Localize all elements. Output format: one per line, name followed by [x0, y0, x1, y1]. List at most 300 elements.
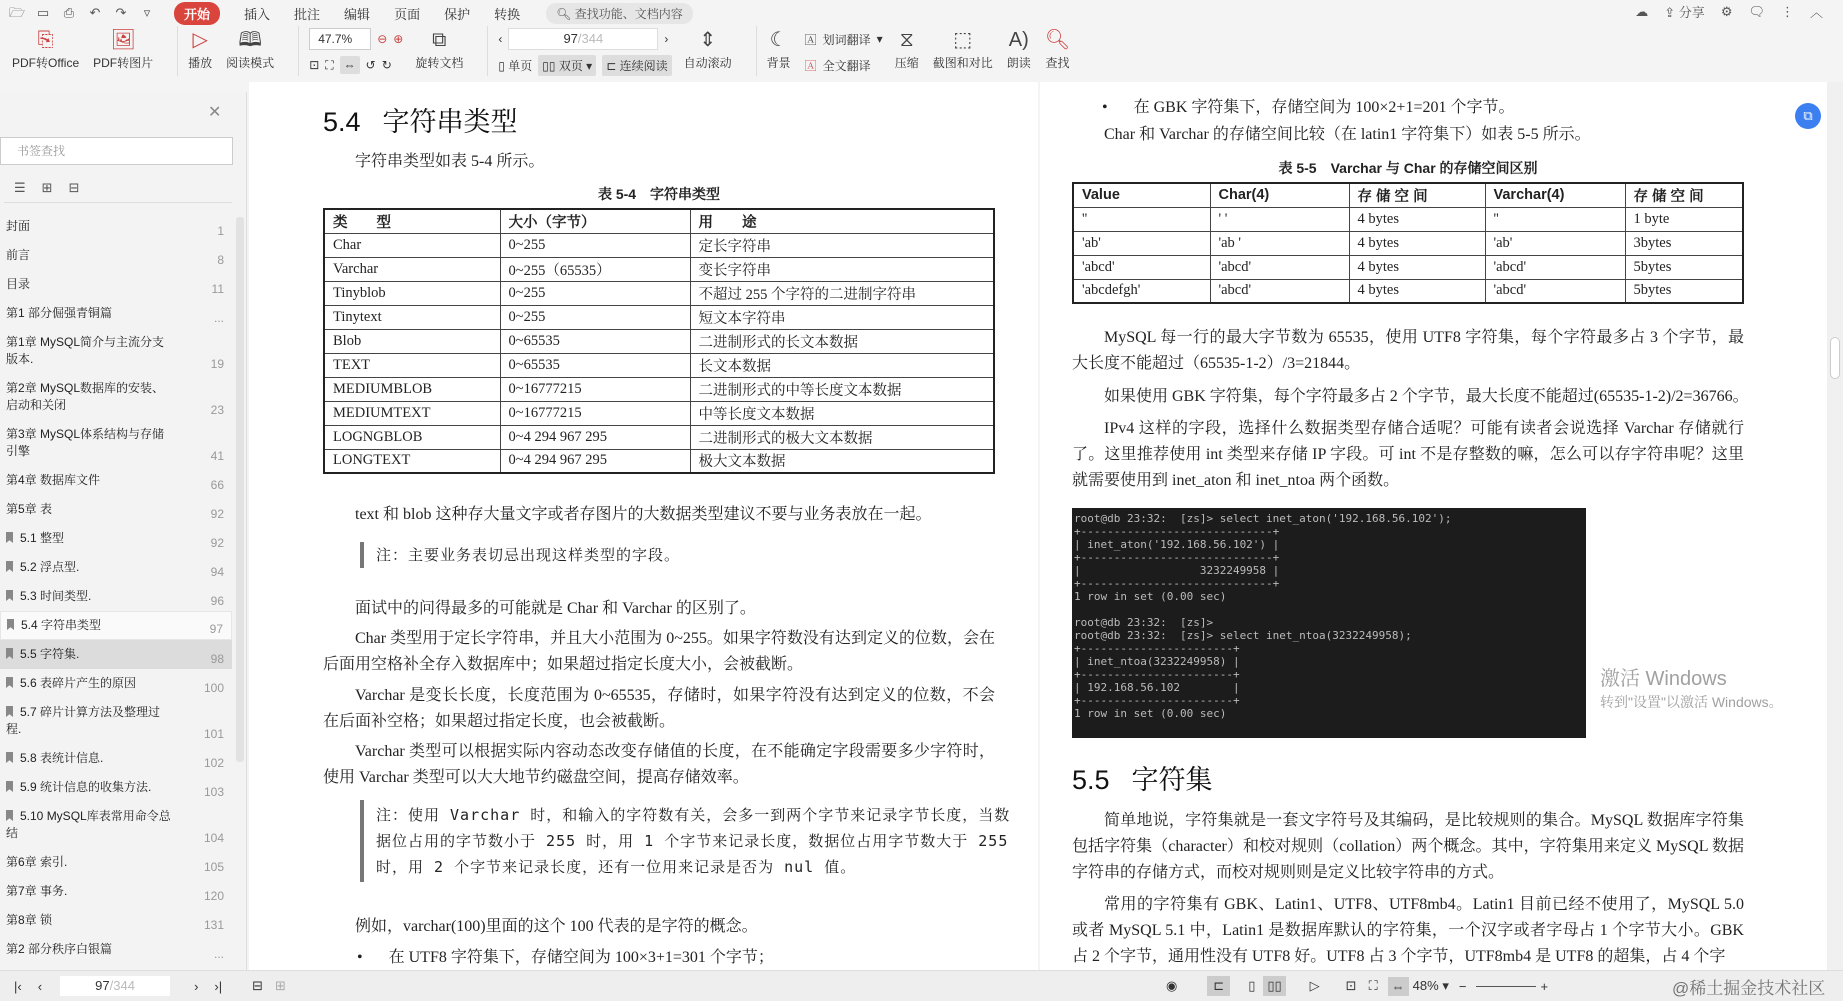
bookmark-label: 5.9 统计信息的收集方法.	[6, 779, 171, 796]
divider	[756, 26, 757, 76]
share-button[interactable]: ⇪ 分享	[1664, 5, 1705, 20]
zoom-group	[309, 26, 403, 78]
tab-page[interactable]: 页面	[394, 6, 421, 22]
bookmark-item[interactable]	[0, 744, 232, 773]
bookmark-page: 100	[203, 681, 224, 695]
table-cell: 'abcdefgh'	[1073, 279, 1210, 303]
bookmark-item[interactable]	[0, 582, 232, 611]
export-icon[interactable]: ⊞	[275, 978, 286, 993]
string-types-table	[323, 208, 995, 474]
bookmark-item[interactable]	[0, 270, 232, 299]
bookmark-item[interactable]	[0, 374, 232, 420]
bookmark-page: 23	[210, 403, 224, 417]
tab-protect[interactable]: 保护	[444, 6, 471, 22]
read-aloud-button[interactable]	[1007, 26, 1031, 71]
table-cell: 中等长度文本数据	[690, 401, 994, 425]
customize-dropdown-icon[interactable]: ▿	[143, 5, 151, 20]
moon-icon: ☾	[769, 29, 788, 51]
status-page-current: 97	[95, 978, 110, 993]
rotate-right-icon[interactable]: ↻	[381, 58, 392, 72]
bookmark-label: 第2 部分秩序白银篇	[6, 942, 113, 956]
table-row	[324, 281, 994, 305]
print-icon[interactable]: ⎙	[63, 5, 75, 20]
read-mode-button[interactable]	[226, 26, 274, 71]
paragraph: 如果使用 GBK 字符集，每个字符最多占 2 个字节，最大长度不能超过(65535-1-2)/2=36766。	[1104, 388, 1749, 405]
comment-icon[interactable]: 🗨︎	[1748, 3, 1765, 19]
cloud-sync-icon[interactable]: ☁	[1635, 3, 1649, 19]
bookmark-page: 92	[210, 536, 224, 550]
screenshot-icon: ⬚	[953, 29, 973, 51]
ribbon-toolbar	[0, 26, 1843, 82]
zoom-out-icon[interactable]: ⊖	[377, 32, 388, 46]
pdf-page-left	[249, 82, 1038, 970]
table-row	[324, 425, 994, 449]
background-label: 背景	[766, 56, 791, 70]
bookmark-page: 131	[203, 918, 224, 932]
table-cell: 'ab'	[1485, 231, 1625, 255]
tab-annotate[interactable]: 批注	[294, 6, 321, 22]
pdf-to-image-icon: 🖼︎	[110, 29, 136, 51]
bookmark-label: 5.2 浮点型.	[6, 559, 171, 576]
bookmark-item[interactable]	[0, 553, 232, 582]
table-header-cell: Value	[1073, 183, 1210, 207]
table-row	[324, 329, 994, 353]
divider	[177, 26, 178, 76]
table-cell: 3bytes	[1625, 231, 1743, 255]
paragraph: 字符串类型如表 5-4 所示。	[355, 153, 545, 170]
paragraph: text 和 blob 这种存大量文字或者存图片的大数据类型建议不要与业务表放在一起。	[355, 506, 932, 523]
bookmark-page: 92	[210, 507, 224, 521]
status-page-input[interactable]	[60, 976, 170, 996]
double-page-button[interactable]: ▯▯ 双页 ▾	[538, 55, 596, 76]
single-page-button[interactable]: ▯ 单页	[498, 58, 533, 73]
table-row	[1073, 231, 1743, 255]
zoom-select[interactable]: 47.7%	[309, 28, 371, 50]
page-current: 97	[563, 31, 578, 46]
bookmark-label: 5.1 整型	[6, 530, 171, 547]
bookmark-tools	[14, 180, 79, 196]
fit-page-icon[interactable]: ⛶	[325, 57, 334, 72]
bookmark-item[interactable]	[0, 698, 232, 744]
table-row	[1073, 255, 1743, 279]
background-button[interactable]	[767, 26, 791, 71]
bookmark-page: 120	[203, 889, 224, 903]
compress-icon: ⧖	[899, 29, 914, 51]
table-row	[324, 377, 994, 401]
single-view-icon[interactable]: ▯	[1248, 978, 1256, 993]
divider	[298, 26, 299, 76]
table-cell: 4 bytes	[1349, 255, 1485, 279]
pdf-to-office-button[interactable]	[12, 26, 79, 71]
table-cell: 'ab '	[1210, 231, 1349, 255]
table-cell: 0~65535	[500, 329, 690, 353]
bookmark-item[interactable]	[0, 328, 232, 374]
bookmark-label: 封面	[6, 219, 31, 233]
bookmark-label: 第5章 表	[6, 502, 53, 516]
table-row	[324, 233, 994, 257]
activate-windows-watermark: 激活 Windows	[1600, 668, 1727, 690]
bookmark-item[interactable]	[0, 611, 232, 640]
paragraph: Varchar 是变长长度，长度范围为 0~65535，存储时，如果字符没有达到定义的位数，不会在后面补空格；如果超过指定长度，也会被截断。	[323, 687, 995, 730]
read-mode-label: 阅读模式	[226, 56, 275, 70]
table-header-row	[1073, 183, 1743, 207]
table-cell: 二进制形式的中等长度文本数据	[690, 377, 994, 401]
bullet-item: • 在 UTF8 字符集下，存储空间为 100×3+1=301 个字节；	[357, 944, 774, 967]
full-translate-button[interactable]	[805, 52, 883, 78]
table-cell: 不超过 255 个字符的二进制字符串	[690, 281, 994, 305]
last-page-icon[interactable]: ›|	[214, 978, 223, 994]
translate-icon: 🄰	[804, 32, 817, 47]
table-cell: TEXT	[324, 353, 500, 377]
magnifier-icon: 🔍︎	[1044, 29, 1071, 51]
table-header-cell: 存 储 空 间	[1625, 183, 1743, 207]
table-cell: Char	[324, 233, 500, 257]
fit-page-icon[interactable]: ⛶	[1368, 978, 1378, 993]
table-cell: ''	[1485, 207, 1625, 231]
table-row	[324, 305, 994, 329]
search-placeholder: 查找功能、文档内容	[574, 6, 683, 21]
table-row	[324, 353, 994, 377]
sidebar-scrollbar[interactable]	[236, 217, 244, 762]
bookmark-item[interactable]	[0, 420, 232, 466]
pdf-to-image-label: PDF转图片	[93, 56, 154, 70]
bookmark-item[interactable]	[0, 773, 232, 802]
bookmark-label: 目录	[6, 277, 31, 291]
zoom-select[interactable]: 48% ▾	[1412, 978, 1449, 993]
rotate-document-button[interactable]	[415, 26, 463, 71]
actual-size-icon[interactable]: ⊡	[1345, 978, 1357, 993]
paragraph: Varchar 类型可以根据实际内容动态改变存储值的长度，在不能确定字段需要多少字符时，使用 Varchar 类型可以大大地节约磁盘空间，提高存储效率。	[323, 743, 995, 786]
first-page-icon[interactable]: |‹	[14, 978, 22, 994]
table-cell: Varchar	[324, 257, 500, 281]
undo-icon[interactable]: ↶	[89, 5, 101, 20]
bookmark-label: 第1 部分倔强青铜篇	[6, 306, 113, 320]
table-cell: 'abcd'	[1485, 255, 1625, 279]
table-cell: 'ab'	[1073, 231, 1210, 255]
bookmark-icon[interactable]: ⊟	[68, 180, 80, 195]
fit-width-icon[interactable]: ⇔	[1388, 977, 1409, 996]
translate-group	[805, 26, 883, 78]
top-right-actions	[1635, 2, 1823, 21]
divider	[487, 26, 488, 76]
bullet-item: • 在 GBK 字符集下，存储空间为 100×2+1=201 个字节。	[1102, 94, 1514, 117]
paragraph: 例如，varchar(100)里面的这个 100 代表的是字符的概念。	[355, 918, 758, 935]
table-cell: 1 byte	[1625, 207, 1743, 231]
compress-label: 压缩	[894, 56, 919, 70]
table-row	[324, 449, 994, 473]
table-cell: 'abcd'	[1210, 255, 1349, 279]
table-cell: 变长字符串	[690, 257, 994, 281]
table-cell: 0~4 294 967 295	[500, 425, 690, 449]
table-cell: ''	[1073, 207, 1210, 231]
table-cell: 'abcd'	[1210, 279, 1349, 303]
pdf-page-right	[1040, 82, 1827, 970]
table-cell: 二进制形式的极大文本数据	[690, 425, 994, 449]
table-cell: 4 bytes	[1349, 279, 1485, 303]
bookmark-label: 5.3 时间类型.	[6, 588, 171, 605]
table-header-cell: Varchar(4)	[1485, 183, 1625, 207]
rotate-document-label: 旋转文档	[415, 56, 464, 70]
bookmark-label: 5.6 表碎片产生的原因	[6, 675, 171, 692]
zoom-in-icon[interactable]: ⊕	[393, 32, 404, 46]
bookmark-search-placeholder: 书签查找	[17, 144, 66, 158]
site-watermark: @稀土掘金技术社区	[1672, 979, 1826, 998]
table-cell: 0~255（65535）	[500, 257, 690, 281]
bookmark-search-input[interactable]	[0, 137, 233, 165]
table-cell: MEDIUMBLOB	[324, 377, 500, 401]
single-page-label: 单页	[508, 58, 533, 73]
close-sidebar-icon[interactable]: ✕	[208, 104, 222, 121]
table-cell: 4 bytes	[1349, 231, 1485, 255]
full-translate-icon: 🄰	[804, 58, 817, 73]
prev-page-icon[interactable]: ‹	[37, 978, 43, 994]
settings-icon[interactable]: ⚙	[1720, 3, 1733, 19]
scrollbar-thumb[interactable]	[1830, 337, 1840, 379]
redo-icon[interactable]: ↷	[115, 5, 127, 20]
bookmark-label: 5.8 表统计信息.	[6, 750, 171, 767]
bookmark-label: 第4章 数据库文件	[6, 473, 101, 487]
bookmark-item[interactable]	[0, 466, 232, 495]
screenshot-compare-button[interactable]	[933, 26, 993, 71]
paragraph: 常用的字符集有 GBK、Latin1、UTF8、UTF8mb4。Latin1 目前已经不使用了，MySQL 5.0 或者 MySQL 5.1 中，Latin1 是数据库默认的字符集，一个汉字或者字母占 1 个字节大小。GBK 占 2 个字节，通用性没有 UTF8 好。UTF8 占 3 个字节，UTF8mb4 是 UTF8 的超集，占 4 个字	[1072, 896, 1744, 965]
table-header-cell: 用 途	[690, 209, 994, 233]
table-cell: ' '	[1210, 207, 1349, 231]
table-row	[1073, 279, 1743, 303]
bookmark-label: 5.5 字符集.	[6, 646, 171, 663]
bookmark-item[interactable]	[0, 495, 232, 524]
expand-all-icon[interactable]: ☰	[14, 180, 26, 195]
compress-button[interactable]	[895, 26, 919, 71]
word-translate-label: 划词翻译	[822, 32, 871, 47]
table-row	[1073, 207, 1743, 231]
table-cell: Blob	[324, 329, 500, 353]
table-row	[324, 257, 994, 281]
section-heading: 5.4 字符串类型	[323, 107, 518, 137]
table-caption: 表 5-5 Varchar 与 Char 的存储空间区别	[1278, 160, 1538, 176]
screenshot-compare-label: 截图和对比	[932, 56, 993, 70]
share-label: 分享	[1678, 5, 1705, 20]
fit-width-icon[interactable]: ⇔	[340, 56, 360, 74]
bookmark-page: 96	[210, 594, 224, 608]
bookmark-label: 第8章 锁	[6, 913, 53, 927]
paragraph: MySQL 每一行的最大字节数为 65535，使用 UTF8 字符集，每个字符最多占 3 个字节，最大长度不能超过（65535-1-2）/3=21844。	[1072, 329, 1744, 372]
divider	[4, 202, 232, 203]
bookmark-label: 第1章 MySQL简介与主流分支版本.	[6, 335, 165, 366]
bookmark-page: 94	[210, 565, 224, 579]
bookmark-item[interactable]	[0, 669, 232, 698]
table-header-row	[324, 209, 994, 233]
bookmark-page: 97	[209, 622, 223, 636]
bookmark-label: 第2章 MySQL数据库的安装、启动和关闭	[6, 381, 165, 412]
paragraph: 面试中的问得最多的可能就是 Char 和 Varchar 的区别了。	[355, 600, 756, 617]
table-cell: LOGNGBLOB	[324, 425, 500, 449]
bookmark-page: 101	[203, 727, 224, 741]
table-cell: 'abcd'	[1073, 255, 1210, 279]
pdf-to-office-icon: ⎘	[37, 29, 54, 51]
find-button[interactable]	[1045, 26, 1070, 71]
page-number-input[interactable]	[508, 28, 658, 50]
bookmark-item[interactable]	[0, 241, 232, 270]
table-cell: 长文本数据	[690, 353, 994, 377]
tab-insert[interactable]: 插入	[244, 6, 271, 22]
table-cell: 0~255	[500, 305, 690, 329]
table-cell: MEDIUMTEXT	[324, 401, 500, 425]
bookmark-label: 5.7 碎片计算方法及整理过程.	[6, 704, 171, 738]
play-icon: ▷	[192, 29, 208, 51]
table-cell: LONGTEXT	[324, 449, 500, 473]
bookmark-sidebar	[0, 92, 247, 970]
paragraph: Char 类型用于定长字符串，并且大小范围为 0~255。如果字符数没有达到定义的位数，会在后面用空格补全存入数据库中；如果超过指定长度大小，会被截断。	[323, 630, 995, 673]
bookmark-page: 102	[203, 756, 224, 770]
table-header-cell: Char(4)	[1210, 183, 1349, 207]
table-cell: 5bytes	[1625, 279, 1743, 303]
table-cell: Tinyblob	[324, 281, 500, 305]
double-page-label: 双页	[558, 58, 583, 73]
full-translate-label: 全文翻译	[822, 58, 871, 73]
bookmark-label: 前言	[6, 248, 31, 262]
menu-bar	[0, 0, 1843, 26]
zoom-out-button[interactable]: −	[1458, 978, 1467, 994]
auto-scroll-button[interactable]	[684, 26, 732, 71]
bookmark-page: 105	[203, 860, 224, 874]
tab-start[interactable]: 开始	[174, 2, 220, 25]
bookmark-page: 103	[203, 785, 224, 799]
table-cell: 定长字符串	[690, 233, 994, 257]
double-view-icon[interactable]: ▯▯	[1263, 976, 1285, 996]
table-header-cell: 存 储 空 间	[1349, 183, 1485, 207]
bookmark-page: 104	[203, 831, 224, 845]
floating-assistant-button[interactable]: ⧉	[1795, 103, 1821, 129]
note: 注：主要业务表切忌出现这样类型的字段。	[360, 542, 960, 568]
play-icon[interactable]: ▷	[1309, 978, 1320, 993]
find-label: 查找	[1045, 56, 1070, 70]
bookmark-item[interactable]	[0, 848, 232, 877]
word-translate-button[interactable]: 🄰 划词翻译 ▾	[804, 32, 883, 47]
table-cell: 0~255	[500, 281, 690, 305]
rotate-left-icon[interactable]: ↺	[365, 58, 376, 72]
status-bar	[0, 970, 1843, 1001]
table-cell: 0~16777215	[500, 377, 690, 401]
prev-page-icon[interactable]: ‹	[498, 32, 503, 46]
status-page-total: /344	[109, 978, 135, 993]
bookmark-label: 第3章 MySQL体系结构与存储引擎	[6, 427, 165, 458]
rotate-doc-icon: ⧉	[432, 29, 447, 51]
table-row	[324, 401, 994, 425]
eye-protect-icon[interactable]: ◉	[1165, 978, 1178, 993]
next-page-icon[interactable]: ›	[664, 32, 669, 46]
bookmark-page: ...	[213, 947, 224, 961]
table-cell: 5bytes	[1625, 255, 1743, 279]
bookmark-label: 5.10 MySQL库表常用命令总结	[6, 809, 171, 840]
note: 注：使用 Varchar 时，和输入的字符数有关，会多一到两个字节来记录字节长度，当数据位占用的字节数小于 255 时，用 1 个字节来记录长度，数据位占用字节数大于 255 时，用 2 个字节来记录长度，还有一位用来记录是否为 nul 值。	[360, 800, 1020, 882]
bookmark-page: 41	[210, 449, 224, 463]
continuous-read-label: 连续阅读	[619, 58, 668, 73]
bookmark-label: 5.4 字符串类型	[7, 617, 172, 634]
table-cell: Tinytext	[324, 305, 500, 329]
more-icon[interactable]: ⋮	[1780, 3, 1794, 19]
pdf-to-office-label: PDF转Office	[12, 56, 80, 70]
bookmark-page: 11	[211, 282, 224, 296]
table-cell: 极大文本数据	[690, 449, 994, 473]
bookmark-item[interactable]	[0, 802, 232, 848]
table-cell: 4 bytes	[1349, 207, 1485, 231]
auto-scroll-label: 自动滚动	[683, 56, 732, 70]
paragraph: IPv4 这样的字段，选择什么数据类型存储合适呢？可能有读者会说选择 Varchar 存储就行了。这里推荐使用 int 类型来存储 IP 字段。可 int 不是存整数的嘛，怎么可以存字符串呢？这里就需要使用到 inet_aton 和 inet_ntoa 两个函数。	[1072, 420, 1744, 489]
paragraph: 简单地说，字符集就是一套文字符号及其编码，是比较规则的集合。MySQL 数据库字符集包括字符集（character）和校对规则（collation）两个概念。其中，字符集用来定义 MySQL 数据字符串的存储方式，而校对规则则是定义比较字符串的方式。	[1072, 812, 1744, 881]
zoom-in-button[interactable]: +	[1540, 978, 1549, 994]
table-header-cell: 大小（字节）	[500, 209, 690, 233]
bookmark-label: 第7章 事务.	[6, 884, 68, 898]
collapse-ribbon-icon[interactable]: ︿	[1809, 5, 1823, 20]
add-bookmark-icon[interactable]: ⊞	[41, 180, 53, 195]
bookmark-item[interactable]	[0, 935, 232, 964]
bookmark-item[interactable]	[0, 299, 232, 328]
activate-windows-subtext: 转到"设置"以激活 Windows。	[1600, 694, 1783, 710]
bookmark-page: 98	[210, 652, 224, 666]
bookmark-page: ...	[213, 311, 224, 325]
continuous-view-icon[interactable]: ⊏	[1207, 976, 1230, 996]
fit-icon[interactable]: ⊟	[252, 978, 264, 993]
bookmark-item[interactable]	[0, 640, 232, 669]
table-cell: 0~4 294 967 295	[500, 449, 690, 473]
next-page-icon[interactable]: ›	[194, 978, 199, 994]
play-button[interactable]	[188, 26, 212, 71]
zoom-slider[interactable]	[1476, 986, 1536, 987]
bookmark-page: 8	[217, 253, 224, 267]
table-cell: 二进制形式的长文本数据	[690, 329, 994, 353]
tab-edit[interactable]: 编辑	[344, 6, 371, 22]
table-cell: 'abcd'	[1485, 279, 1625, 303]
table-header-cell: 类 型	[324, 209, 500, 233]
varchar-char-table	[1072, 182, 1744, 304]
bookmark-item[interactable]	[0, 212, 232, 241]
document-scrollbar[interactable]	[1827, 82, 1843, 970]
bookmark-item[interactable]	[0, 524, 232, 553]
read-aloud-icon: A)	[1008, 29, 1029, 51]
book-icon: 🕮	[238, 29, 262, 51]
table-cell: 0~255	[500, 233, 690, 257]
table-cell: 短文本字符串	[690, 305, 994, 329]
continuous-read-button[interactable]: ⊏ 连续阅读	[602, 55, 671, 76]
auto-scroll-icon: ⇕	[699, 29, 716, 51]
terminal-screenshot: root@db 23:32: [zs]> select inet_aton('192.168.56.102'); +-----------------------------+ | inet_aton('192.168.56.102') | +-----------------------------+ | 3232249958 | +-----------------------------+ 1 row in set (0.00 sec) root@db 23:32: [zs]> root@db 23:32: [zs]> select inet_ntoa(3232249958); +-----------------------+ | inet_ntoa(3232249958) | +-----------------------+ | 192.168.56.102 | +-----------------------+ 1 row in set (0.00 sec)	[1072, 508, 1586, 738]
play-label: 播放	[188, 56, 213, 70]
pdf-to-image-button[interactable]	[93, 26, 153, 71]
page-total: /344	[577, 31, 604, 46]
open-icon[interactable]: 🗁	[8, 5, 26, 20]
bookmark-item[interactable]	[0, 906, 232, 935]
bookmark-page: 19	[210, 357, 224, 371]
table-cell: 0~16777215	[500, 401, 690, 425]
bookmark-page: 66	[210, 478, 224, 492]
tab-convert[interactable]: 转换	[494, 6, 521, 22]
bookmark-list	[0, 212, 232, 964]
bookmark-item[interactable]	[0, 877, 232, 906]
actual-size-icon[interactable]: ⊡	[309, 58, 320, 72]
save-icon[interactable]: ▭	[36, 5, 50, 20]
section-heading: 5.5 字符集	[1072, 765, 1213, 795]
table-caption: 表 5-4 字符串类型	[597, 186, 721, 202]
zoom-value: 48%	[1412, 978, 1439, 993]
feature-search-input[interactable]	[546, 3, 693, 24]
read-aloud-label: 朗读	[1006, 56, 1031, 70]
bookmark-page: 1	[217, 224, 224, 238]
search-icon: 🔍︎	[556, 6, 575, 21]
table-cell: 0~65535	[500, 353, 690, 377]
page-nav-group	[498, 26, 671, 78]
paragraph: Char 和 Varchar 的存储空间比较（在 latin1 字符集下）如表 5-5 所示。	[1104, 126, 1591, 143]
bookmark-label: 第6章 索引.	[6, 855, 68, 869]
